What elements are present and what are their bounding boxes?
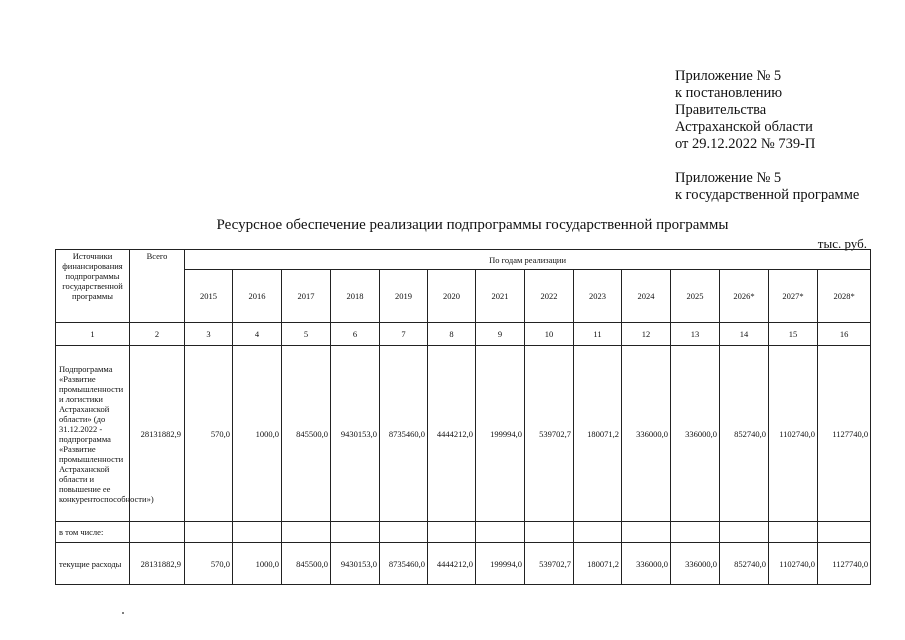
table-row	[56, 543, 871, 585]
column-number: 1	[56, 323, 130, 346]
column-number: 4	[233, 323, 282, 346]
table-row	[56, 522, 871, 543]
row-year-value: 180071,2	[574, 346, 622, 522]
header-row	[56, 250, 871, 270]
column-number: 5	[282, 323, 331, 346]
row-year-value: 1000,0	[233, 346, 282, 522]
row-year-value: 1127740,0	[818, 346, 871, 522]
row-total: 28131882,9	[130, 543, 185, 585]
year-header: 2019	[380, 270, 428, 323]
year-header: 2025	[671, 270, 720, 323]
row-year-value: 845500,0	[282, 543, 331, 585]
row-year-value: 570,0	[185, 543, 233, 585]
year-header: 2020	[428, 270, 476, 323]
row-year-value: 199994,0	[476, 543, 525, 585]
row-year-value: 1127740,0	[818, 543, 871, 585]
column-number: 11	[574, 323, 622, 346]
header-total	[130, 250, 185, 323]
row-year-value: 539702,7	[525, 543, 574, 585]
year-header: 2016	[233, 270, 282, 323]
row-year-value: 1102740,0	[769, 543, 818, 585]
row-year-value: 570,0	[185, 346, 233, 522]
row-year-value	[282, 522, 331, 543]
row-total	[130, 522, 185, 543]
row-year-value: 9430153,0	[331, 543, 380, 585]
row-year-value	[720, 522, 769, 543]
row-year-value	[622, 522, 671, 543]
row-year-value: 539702,7	[525, 346, 574, 522]
row-source: Подпрограмма «Развитие промышленности и логистики Астраханской области» (до 31.12.2022 - подпрограмма «Развитие промышленности Астраханской области и повышение ее конкурентоспособности»)	[56, 346, 130, 522]
document-title: Ресурсное обеспечение реализации подпрограммы государственной программы	[216, 217, 729, 233]
column-number: 6	[331, 323, 380, 346]
row-year-value	[671, 522, 720, 543]
column-number: 3	[185, 323, 233, 346]
row-year-value: 845500,0	[282, 346, 331, 522]
annex-date-number: от 29.12.2022 № 739-П	[675, 136, 816, 152]
row-year-value: 199994,0	[476, 346, 525, 522]
row-year-value	[769, 522, 818, 543]
row-year-value: 1000,0	[233, 543, 282, 585]
row-year-value	[476, 522, 525, 543]
header-total-text: Всего	[146, 251, 168, 261]
row-year-value	[331, 522, 380, 543]
annex-region-line: Астраханской области	[675, 119, 813, 135]
year-header: 2024	[622, 270, 671, 323]
year-header: 2027*	[769, 270, 818, 323]
row-year-value: 180071,2	[574, 543, 622, 585]
annex-government-line: Правительства	[675, 102, 767, 118]
row-source: текущие расходы	[56, 543, 130, 585]
annex-to-resolution-line: к постановлению	[675, 85, 783, 101]
annex-to-resolution	[675, 68, 815, 153]
row-year-value: 336000,0	[622, 543, 671, 585]
row-source: в том числе:	[56, 522, 130, 543]
column-number: 15	[769, 323, 818, 346]
row-year-value: 852740,0	[720, 346, 769, 522]
row-year-value	[185, 522, 233, 543]
column-number: 8	[428, 323, 476, 346]
row-year-value: 1102740,0	[769, 346, 818, 522]
year-header: 2017	[282, 270, 331, 323]
year-header: 2021	[476, 270, 525, 323]
row-year-value: 8735460,0	[380, 346, 428, 522]
table-row	[56, 346, 871, 522]
row-year-value: 336000,0	[671, 543, 720, 585]
header-by-years	[185, 250, 871, 270]
year-header: 2022	[525, 270, 574, 323]
resource-table	[55, 249, 871, 585]
header-source	[56, 250, 130, 323]
units-label: тыс. руб.	[817, 236, 867, 251]
column-number: 2	[130, 323, 185, 346]
header-source-text: Источники финансирования подпрограммы государственной программы	[62, 251, 123, 301]
annex-to-program	[675, 170, 859, 204]
year-header: 2018	[331, 270, 380, 323]
year-header: 2026*	[720, 270, 769, 323]
row-year-value: 4444212,0	[428, 346, 476, 522]
row-year-value	[233, 522, 282, 543]
column-number: 12	[622, 323, 671, 346]
row-year-value	[428, 522, 476, 543]
column-number: 10	[525, 323, 574, 346]
row-year-value	[525, 522, 574, 543]
row-year-value: 4444212,0	[428, 543, 476, 585]
row-year-value	[574, 522, 622, 543]
row-year-value	[380, 522, 428, 543]
column-number: 9	[476, 323, 525, 346]
row-year-value: 9430153,0	[331, 346, 380, 522]
column-number-row	[56, 323, 871, 346]
year-header: 2028*	[818, 270, 871, 323]
annex-program-title: Приложение № 5	[675, 170, 782, 186]
row-year-value: 8735460,0	[380, 543, 428, 585]
annex-program-line: к государственной программе	[675, 187, 860, 203]
header-by-years-text: По годам реализации	[489, 254, 567, 265]
year-header: 2023	[574, 270, 622, 323]
row-year-value: 852740,0	[720, 543, 769, 585]
scan-speck	[122, 612, 124, 614]
row-year-value: 336000,0	[622, 346, 671, 522]
row-year-value: 336000,0	[671, 346, 720, 522]
column-number: 7	[380, 323, 428, 346]
row-total: 28131882,9	[130, 346, 185, 522]
row-year-value	[818, 522, 871, 543]
column-number: 16	[818, 323, 871, 346]
annex-title: Приложение № 5	[675, 68, 782, 84]
column-number: 13	[671, 323, 720, 346]
column-number: 14	[720, 323, 769, 346]
year-header: 2015	[185, 270, 233, 323]
